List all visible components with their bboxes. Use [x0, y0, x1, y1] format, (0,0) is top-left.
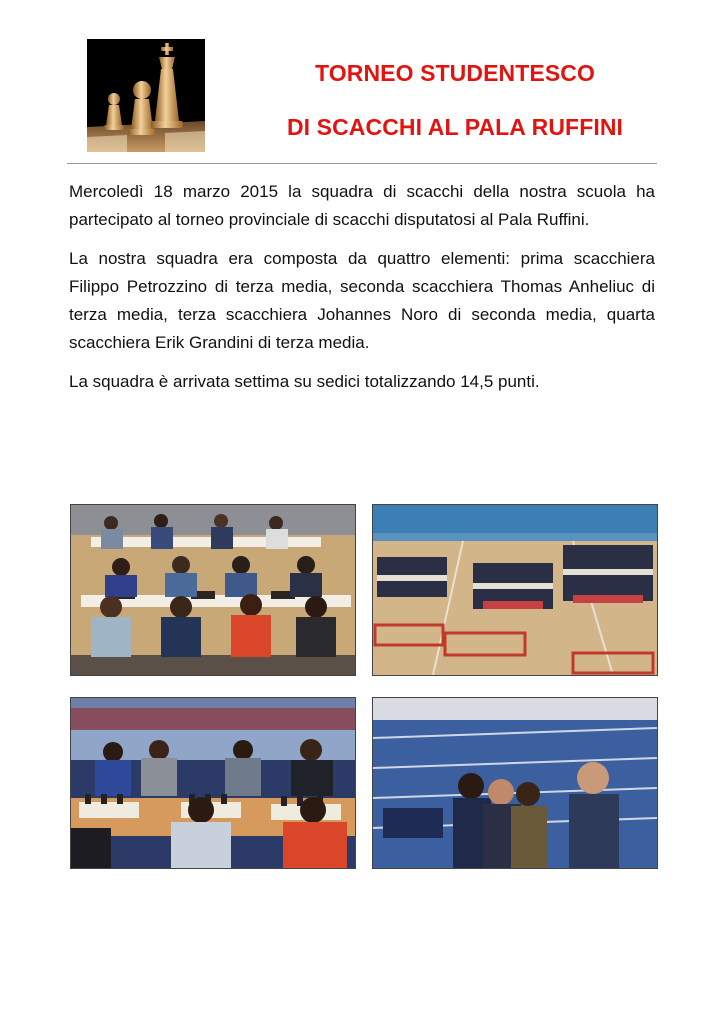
tournament-photo-4: [372, 697, 658, 869]
tournament-photo-1: [70, 504, 356, 676]
chess-logo: [87, 39, 205, 152]
tournament-photo-2: [372, 504, 658, 676]
tournament-photo-3: [70, 697, 356, 869]
article-paragraph: La nostra squadra era composta da quattro elementi: prima scacchiera Filippo Petrozzino di terza media, seconda scacchiera Thomas Anheliuc di terza media, terza scacchiera Johannes Noro di seconda media, quarta scacchiera Erik Grandini di terza media.: [69, 249, 655, 352]
page-title-line-2: DI SCACCHI AL PALA RUFFINI: [286, 114, 624, 140]
page-title-line-1: TORNEO STUDENTESCO: [315, 60, 595, 86]
header-divider: [67, 163, 657, 164]
chess-pieces-icon: [87, 39, 205, 152]
article-paragraph: La squadra è arrivata settima su sedici totalizzando 14,5 punti.: [69, 372, 540, 391]
article-paragraph: Mercoledì 18 marzo 2015 la squadra di scacchi della nostra scuola ha partecipato al torneo provinciale di scacchi disputatosi al Pala Ruffini.: [69, 182, 655, 229]
article-body: [69, 178, 655, 407]
